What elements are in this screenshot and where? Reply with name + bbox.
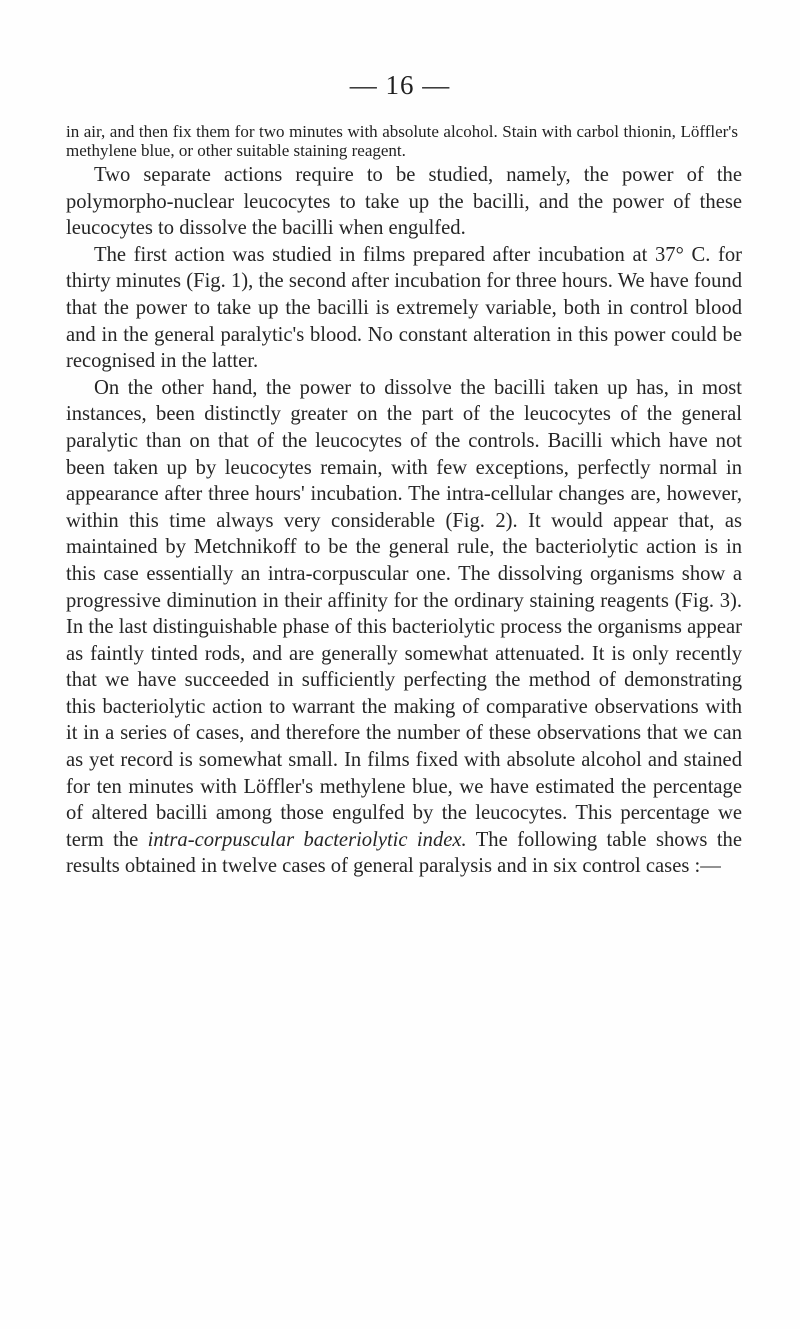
paragraph-dissolve-power	[66, 375, 742, 880]
page-number: — 16 —	[349, 70, 451, 100]
bacteriolytic-index-term: intra-corpuscular bacteriolytic index.	[147, 828, 467, 851]
paragraph-two-actions: Two separate actions require to be studied, namely, the power of the polymorpho-nuclear leucocytes to take up the bacilli, and the power of these leucocytes to dissolve the bacilli when engulfed.	[66, 164, 742, 240]
intro-paragraph: in air, and then fix them for two minutes with absolute alcohol. Stain with carbol thionin, Löffler's methylene blue, or other suitable staining reagent.	[66, 122, 738, 160]
paragraph-text-after-term: The following table shows the results obtained in twelve cases of general paralysis and in six control cases :—	[66, 828, 742, 878]
body-text	[66, 162, 742, 880]
paragraph-text-before-term: On the other hand, the power to dissolve the bacilli taken up has, in most instances, been distinctly greater on the part of the leucocytes of the general paralytic than on that of the leucocytes of the controls. Bacilli which have not been taken up by leucocytes remain, with few exceptions, perfectly normal in appearance after three hours' incubation. The intra-cellular changes are, however, within this time always very considerable (Fig. 2). It would appear that, as maintained by Metchnikoff to be the general rule, the bacteriolytic action is in this case essentially an intra-corpuscular one. The dissolving organisms show a progressive diminution in their affinity for the ordinary staining reagents (Fig. 3). In the last distinguishable phase of this bacteriolytic process the organisms appear as faintly tinted rods, and are generally somewhat attenuated. It is only recently that we have succeeded in sufficiently perfecting the method of demonstrating this bacteriolytic action to warrant the making of comparative observations with it in a series of cases, and therefore the number of these observations that we can as yet record is somewhat small. In films fixed with absolute alcohol and stained for ten minutes with Löffler's methylene blue, we have estimated the percentage of altered bacilli among those engulfed by the leucocytes. This percentage we term the	[66, 376, 742, 851]
paragraph-first-action: The first action was studied in films prepared after incubation at 37° C. for thirty minutes (Fig. 1), the second after incubation for three hours. We have found that the power to take up the bacilli is extremely variable, both in control blood and in the general paralytic's blood. No constant alteration in this power could be recognised in the latter.	[66, 243, 742, 373]
